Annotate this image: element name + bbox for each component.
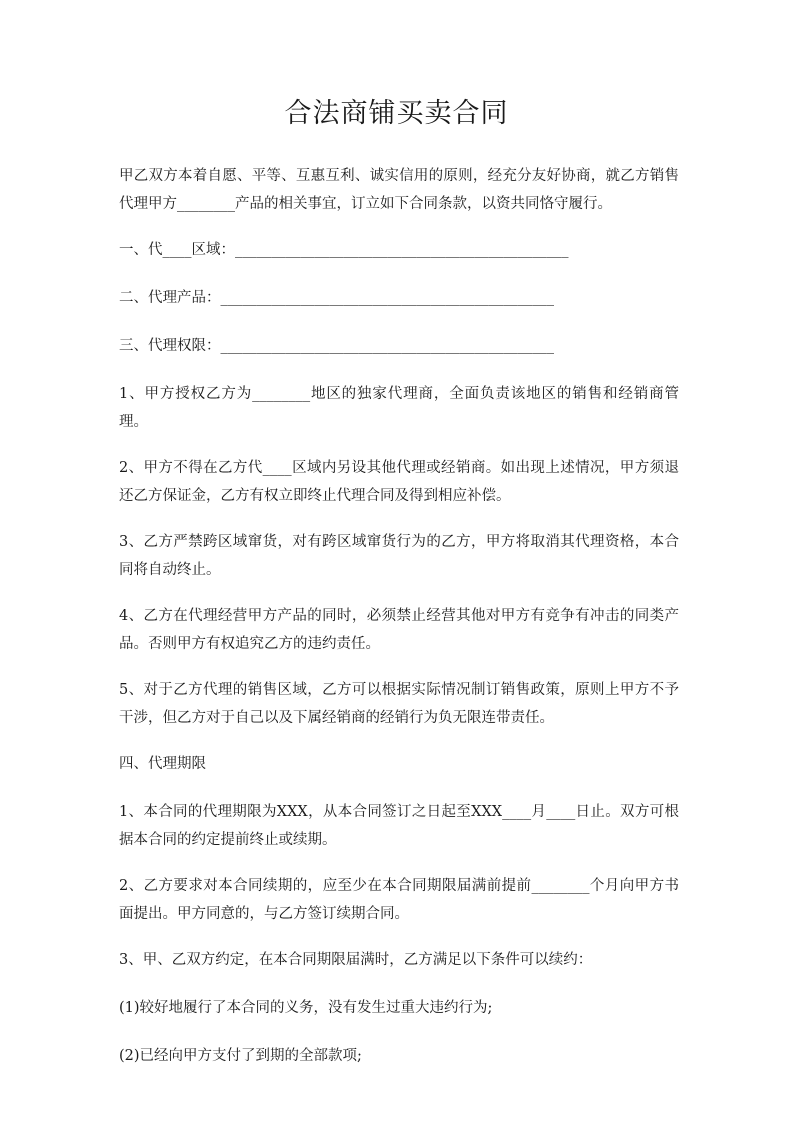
paragraph-clause-3-5: 5、对于乙方代理的销售区域，乙方可以根据实际情况制订销售政策，原则上甲方不予干涉，但乙方对于自己以及下属经销商的经销行为负无限连带责任。 bbox=[119, 682, 679, 726]
paragraph-section-2-agency-product: 二、代理产品：______________________________________________ bbox=[119, 290, 554, 306]
paragraph-clause-3-4: 4、乙方在代理经营甲方产品的同时，必须禁止经营其他对甲方有竞争有冲击的同类产品。否则甲方有权追究乙方的违约责任。 bbox=[119, 608, 679, 652]
paragraph-section-4-heading: 四、代理期限 bbox=[119, 756, 206, 772]
paragraph-intro: 甲乙双方本着自愿、平等、互惠互利、诚实信用的原则，经充分友好协商，就乙方销售代理甲方________产品的相关事宜，订立如下合同条款，以资共同恪守履行。 bbox=[119, 168, 679, 212]
paragraph-section-3-agency-authority: 三、代理权限：______________________________________________ bbox=[119, 338, 554, 354]
paragraph-clause-3-1: 1、甲方授权乙方为________地区的独家代理商，全面负责该地区的销售和经销商管理。 bbox=[119, 386, 679, 430]
paragraph-clause-3-3: 3、乙方严禁跨区域窜货，对有跨区域窜货行为的乙方，甲方将取消其代理资格，本合同将自动终止。 bbox=[119, 534, 679, 578]
paragraph-condition-1: (1)较好地履行了本合同的义务，没有发生过重大违约行为; bbox=[119, 1000, 493, 1016]
paragraph-condition-2: (2)已经向甲方支付了到期的全部款项; bbox=[119, 1048, 362, 1064]
paragraph-clause-4-1: 1、本合同的代理期限为XXX，从本合同签订之日起至XXX____月____日止。双方可根据本合同的约定提前终止或续期。 bbox=[119, 804, 679, 848]
paragraph-clause-4-3: 3、甲、乙双方约定，在本合同期限届满时，乙方满足以下条件可以续约： bbox=[119, 952, 593, 968]
document-body bbox=[119, 162, 679, 1090]
paragraph-clause-3-2: 2、甲方不得在乙方代____区域内另设其他代理或经销商。如出现上述情况，甲方须退还乙方保证金，乙方有权立即终止代理合同及得到相应补偿。 bbox=[119, 460, 679, 504]
paragraph-clause-4-2: 2、乙方要求对本合同续期的，应至少在本合同期限届满前提前________个月向甲方书面提出。甲方同意的，与乙方签订续期合同。 bbox=[119, 878, 679, 922]
document-title: 合法商铺买卖合同 bbox=[284, 98, 509, 129]
paragraph-section-1-agency-area: 一、代____区域：______________________________________________ bbox=[119, 242, 569, 258]
